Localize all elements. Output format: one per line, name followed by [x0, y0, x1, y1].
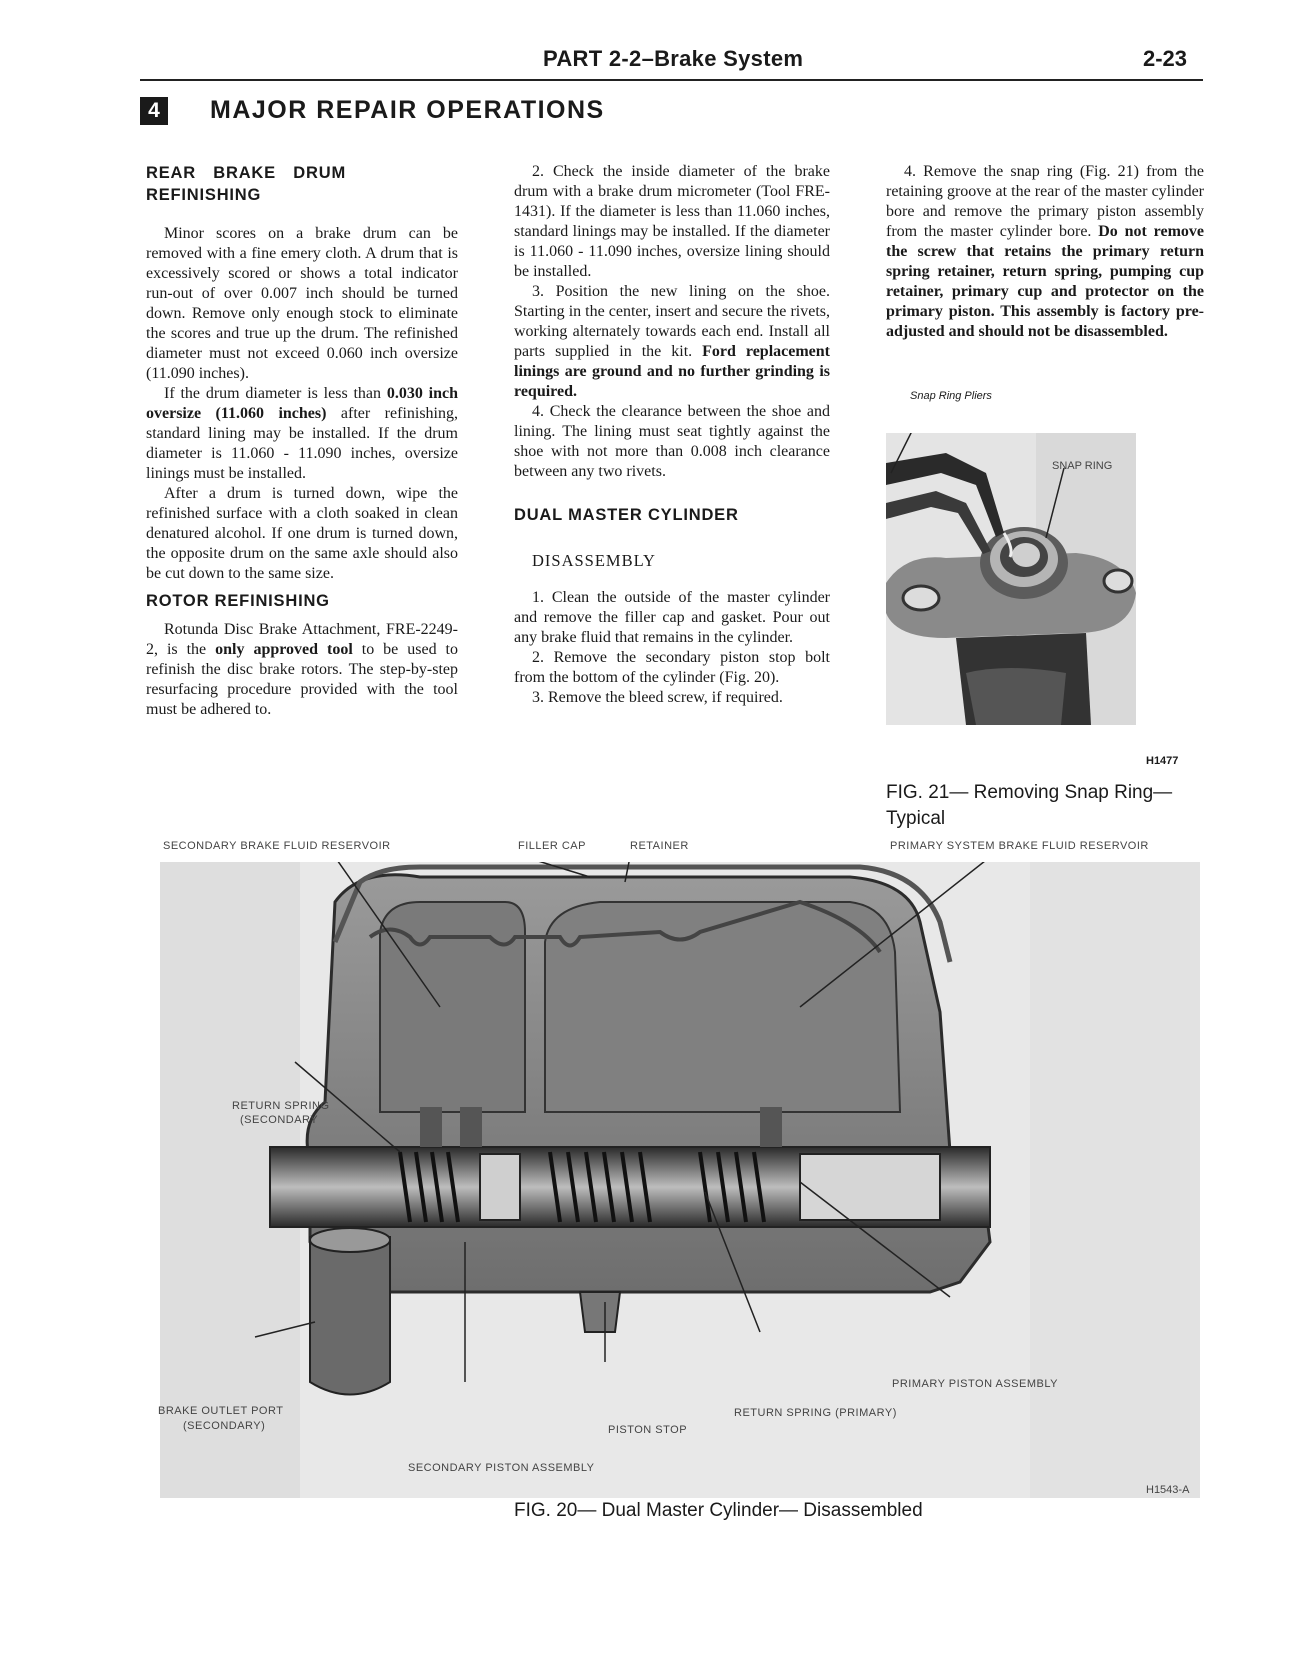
paragraph: After a drum is turned down, wipe the refinished surface with a cloth soaked in clean denatured alcohol. If one drum is turned down, the opposite drum on the same axle should also be cut down to the same size. — [146, 485, 458, 582]
text-column-1 — [146, 162, 458, 720]
text-column-3 — [886, 162, 1204, 342]
paragraph: 2. Remove the secondary piston stop bolt from the bottom of the cylinder (Fig. 20). — [514, 649, 830, 686]
section-number-badge: 4 — [140, 97, 168, 125]
label-retainer: RETAINER — [630, 840, 689, 852]
figure-21-photo — [886, 433, 1136, 725]
label-snap-ring: SNAP RING — [1052, 460, 1113, 472]
heading-rear-brake-drum: REAR BRAKE DRUM REFINISHING — [146, 164, 346, 204]
paragraph: 2. Check the inside diameter of the brake drum with a brake drum micrometer (Tool FRE-1431). If the diameter is less than 11.060 inches, standard linings may be installed. If the diameter is 11.060 - 11.090 inches, oversize lining should be installed. — [514, 163, 830, 280]
label-primary-reservoir: PRIMARY SYSTEM BRAKE FLUID RESERVOIR — [890, 840, 1149, 852]
heading-rotor-refinishing: ROTOR REFINISHING — [146, 592, 330, 610]
header-rule — [140, 79, 1203, 81]
paragraph: If the drum diameter is less than 0.030 inch oversize (11.060 inches) after refinishing, standard lining may be installed. If the drum diameter is 11.060 - 11.090 inches, oversize linings must be installed. — [146, 385, 458, 482]
heading-dual-master-cylinder: DUAL MASTER CYLINDER — [514, 506, 739, 524]
paragraph: 4. Check the clearance between the shoe and lining. The lining must seat tightly against the shoe with not more than 0.008 inch clearance between any two rivets. — [514, 403, 830, 480]
label-primary-piston-assembly: PRIMARY PISTON ASSEMBLY — [892, 1378, 1058, 1390]
page-number: 2-23 — [1143, 46, 1188, 71]
label-return-spring-secondary-2: (SECONDARY — [240, 1114, 319, 1126]
paragraph: Rotunda Disc Brake Attachment, FRE-2249-2, is the only approved tool to be used to refinish the disc brake rotors. The step-by-step resurfacing procedure provided with the tool must be adhered to. — [146, 621, 458, 718]
figure-20-caption: FIG. 20— Dual Master Cylinder— Disassembled — [514, 1500, 923, 1521]
figure-21-caption: FIG. 21— Removing Snap Ring— Typical — [886, 782, 1173, 829]
label-filler-cap: FILLER CAP — [518, 840, 586, 852]
figure-20-cutaway-diagram — [160, 862, 1200, 1498]
label-secondary-reservoir: SECONDARY BRAKE FLUID RESERVOIR — [163, 840, 391, 852]
label-secondary-piston-assembly: SECONDARY PISTON ASSEMBLY — [408, 1462, 595, 1474]
label-snap-ring-pliers: Snap Ring Pliers — [910, 390, 992, 402]
label-brake-outlet-port: BRAKE OUTLET PORT — [158, 1405, 284, 1417]
paragraph: 4. Remove the snap ring (Fig. 21) from the retaining groove at the rear of the master cylinder bore and remove the primary piston assembly from the master cylinder bore. Do not remove the screw that retains the primary return spring retainer, return spring, pumping cup retainer, primary cup and protector on the primary piston. This assembly is factory pre-adjusted and should not be disassembled. — [886, 163, 1204, 340]
section-title: MAJOR REPAIR OPERATIONS — [210, 96, 605, 124]
subheading-disassembly: DISASSEMBLY — [532, 551, 656, 570]
page-header-title: PART 2-2–Brake System — [543, 46, 804, 71]
label-return-spring-primary: RETURN SPRING (PRIMARY) — [734, 1407, 897, 1419]
label-brake-outlet-port-2: (SECONDARY) — [183, 1420, 266, 1432]
figure-21-code: H1477 — [1146, 755, 1179, 767]
text-column-2 — [514, 162, 830, 708]
label-return-spring-secondary: RETURN SPRING — [232, 1100, 330, 1112]
paragraph: Minor scores on a brake drum can be removed with a fine emery cloth. A drum that is excessively scored or shows a total indicator run-out of over 0.007 inch should be turned down. Remove only enough stock to eliminate the scores and true up the drum. The refinished diameter must not exceed 0.060 inch oversize (11.090 inches). — [146, 225, 458, 382]
label-piston-stop: PISTON STOP — [608, 1424, 688, 1436]
paragraph: 1. Clean the outside of the master cylinder and remove the filler cap and gasket. Pour out any brake fluid that remains in the cylinder. — [514, 589, 830, 646]
paragraph: 3. Remove the bleed screw, if required. — [532, 689, 783, 706]
figure-20-code: H1543-A — [1146, 1484, 1190, 1496]
paragraph: 3. Position the new lining on the shoe. Starting in the center, insert and secure the rivets, working alternately towards each end. Install all parts supplied in the kit. Ford replacement linings are ground and no further grinding is required. — [514, 283, 830, 400]
